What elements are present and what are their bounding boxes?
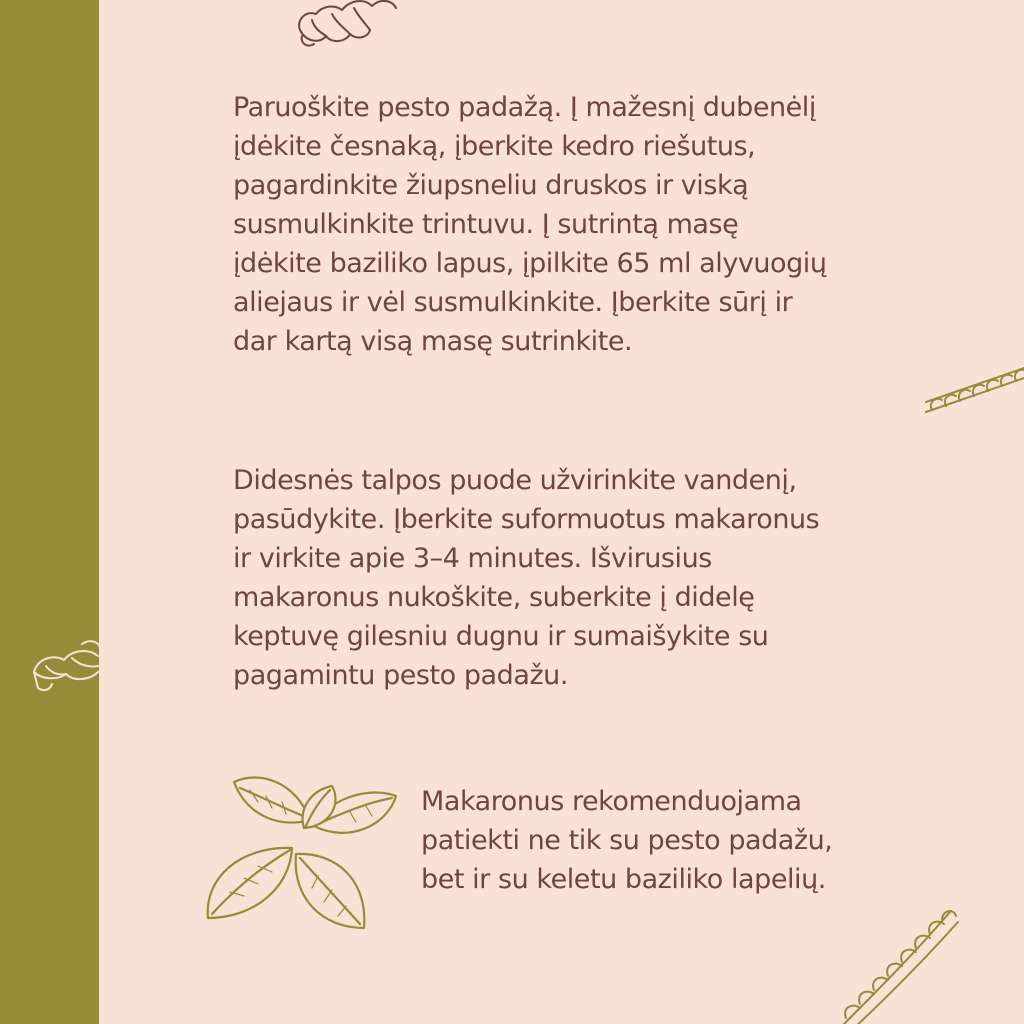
- fusilli-pasta-icon: [292, 0, 402, 54]
- gemelli-pasta-icon: [28, 636, 108, 704]
- twisted-pasta-icon: [922, 366, 1024, 422]
- twisted-pasta-icon: [832, 900, 962, 1024]
- serving-tip: Makaronus rekomenduojama patiekti ne tik su pesto padažu, bet ir su keletu baziliko lapelių.: [421, 786, 833, 895]
- side-color-band: [0, 0, 99, 1024]
- recipe-step-cooking-pasta: Didesnės talpos puode užvirinkite vandenį, pasūdykite. Įberkite suformuotus makaronus ir virkite apie 3–4 minutes. Išvirusius makaronus nukoškite, suberkite į didelę keptuvę gilesniu dugnu ir sumaišykite su pagamintu pesto padažu.: [233, 465, 820, 691]
- basil-leaves-icon: [200, 768, 410, 938]
- recipe-step-pesto-sauce: Paruoškite pesto padažą. Į mažesnį dubenėlį įdėkite česnaką, įberkite kedro riešutus, pagardinkite žiupsneliu druskos ir viską susmulkinkite trintuvu. Į sutrintą masę įdėkite baziliko lapus, įpilkite 65 ml alyvuogių aliejaus ir vėl susmulkinkite. Įberkite sūrį ir dar kartą visą masę sutrinkite.: [233, 92, 827, 357]
